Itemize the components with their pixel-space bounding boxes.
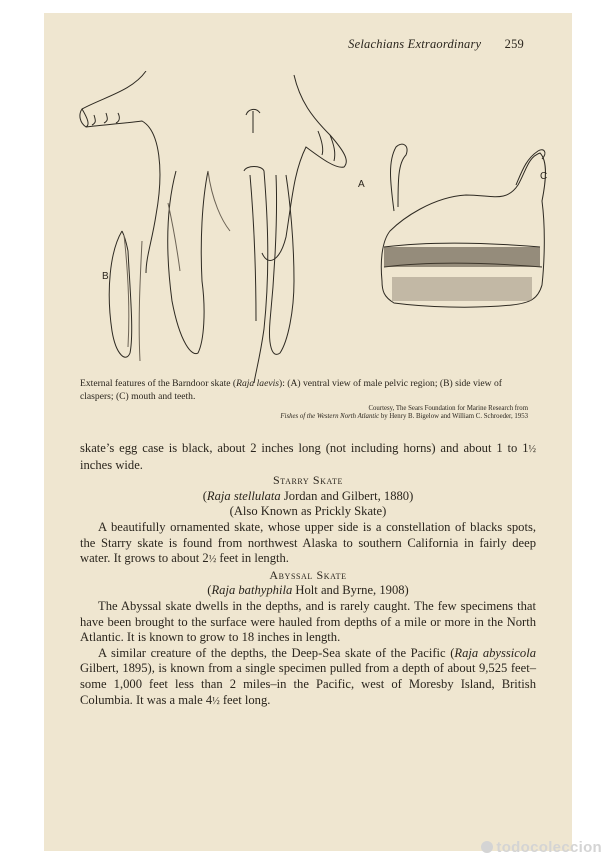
caption-species: Raja laevis <box>236 378 280 389</box>
watermark-logo-icon <box>481 841 493 853</box>
central-clasper <box>244 167 268 384</box>
running-title: Selachians Extraordinary <box>348 37 482 51</box>
paragraph-starry: A beautifully ornamented skate, whose upper side is a constellation of blacks spots, the Starry skate is found from northwest Alaska to southern California in fairly deep water. It grows to about 2½ feet in length. <box>80 519 536 566</box>
right-clasper <box>269 175 294 354</box>
page-number: 259 <box>504 37 524 51</box>
book-page <box>44 13 572 851</box>
section-title-starry: Starry Skate <box>272 473 344 488</box>
paragraph-egg-case: skate’s egg case is black, about 2 inches long (not including horns) and about 1 to 1½ inches wide. <box>80 441 536 472</box>
section-title-abyssal: Abyssal Skate <box>269 567 347 582</box>
figure-credit: Courtesy, The Sears Foundation for Marine Research from Fishes of the Western North Atlantic by Henry B. Bigelow and William C. Schroeder, 1953 <box>280 405 528 421</box>
figure-label-a: A <box>358 179 365 190</box>
pelvic-fin-right <box>262 75 346 260</box>
credit-book-title: Fishes of the Western North Atlantic <box>280 413 380 421</box>
pelvic-fin-left <box>80 71 160 273</box>
starry-scientific-name: (Raja stellulata Jordan and Gilbert, 1880) <box>202 488 414 503</box>
egg-horn-left <box>391 144 408 211</box>
paragraph-deep-sea: A similar creature of the depths, the Deep-Sea skate of the Pacific (Raja abyssicola Gilbert, 1895), is known from a single specimen pulled from a depth of about 9,525 feet–some 1,000 feet less than 2 miles–in the Pacific, west of Moresby Island, British Columbia. It was a male 4½ feet long. <box>80 645 536 707</box>
skate-anatomy-figure <box>72 71 550 383</box>
left-clasper <box>168 171 208 354</box>
running-header <box>348 37 524 52</box>
figure-caption: External features of the Barndoor skate (Raja laevis): (A) ventral view of male pelvic region; (B) side view of claspers; (C) mouth and teeth. <box>80 378 502 402</box>
starry-aka: (Also Known as Prickly Skate) <box>229 504 387 519</box>
vent-mark <box>246 109 260 133</box>
teeth-rows <box>392 277 532 301</box>
jaw-band-dark <box>384 247 540 267</box>
skate-illustration <box>72 71 550 383</box>
watermark: todocoleccion <box>481 839 602 856</box>
body-text <box>80 441 536 709</box>
paragraph-abyssal: The Abyssal skate dwells in the depths, and is rarely caught. The few specimens that have been brought to the surface were hauled from depths of a mile or more in the North Atlantic. It is known to grow to 18 inches in length. <box>80 598 536 645</box>
figure-label-c: C <box>540 171 548 182</box>
abyssal-scientific-name: (Raja bathyphila Holt and Byrne, 1908) <box>207 583 409 598</box>
figure-label-b: B <box>102 271 109 282</box>
